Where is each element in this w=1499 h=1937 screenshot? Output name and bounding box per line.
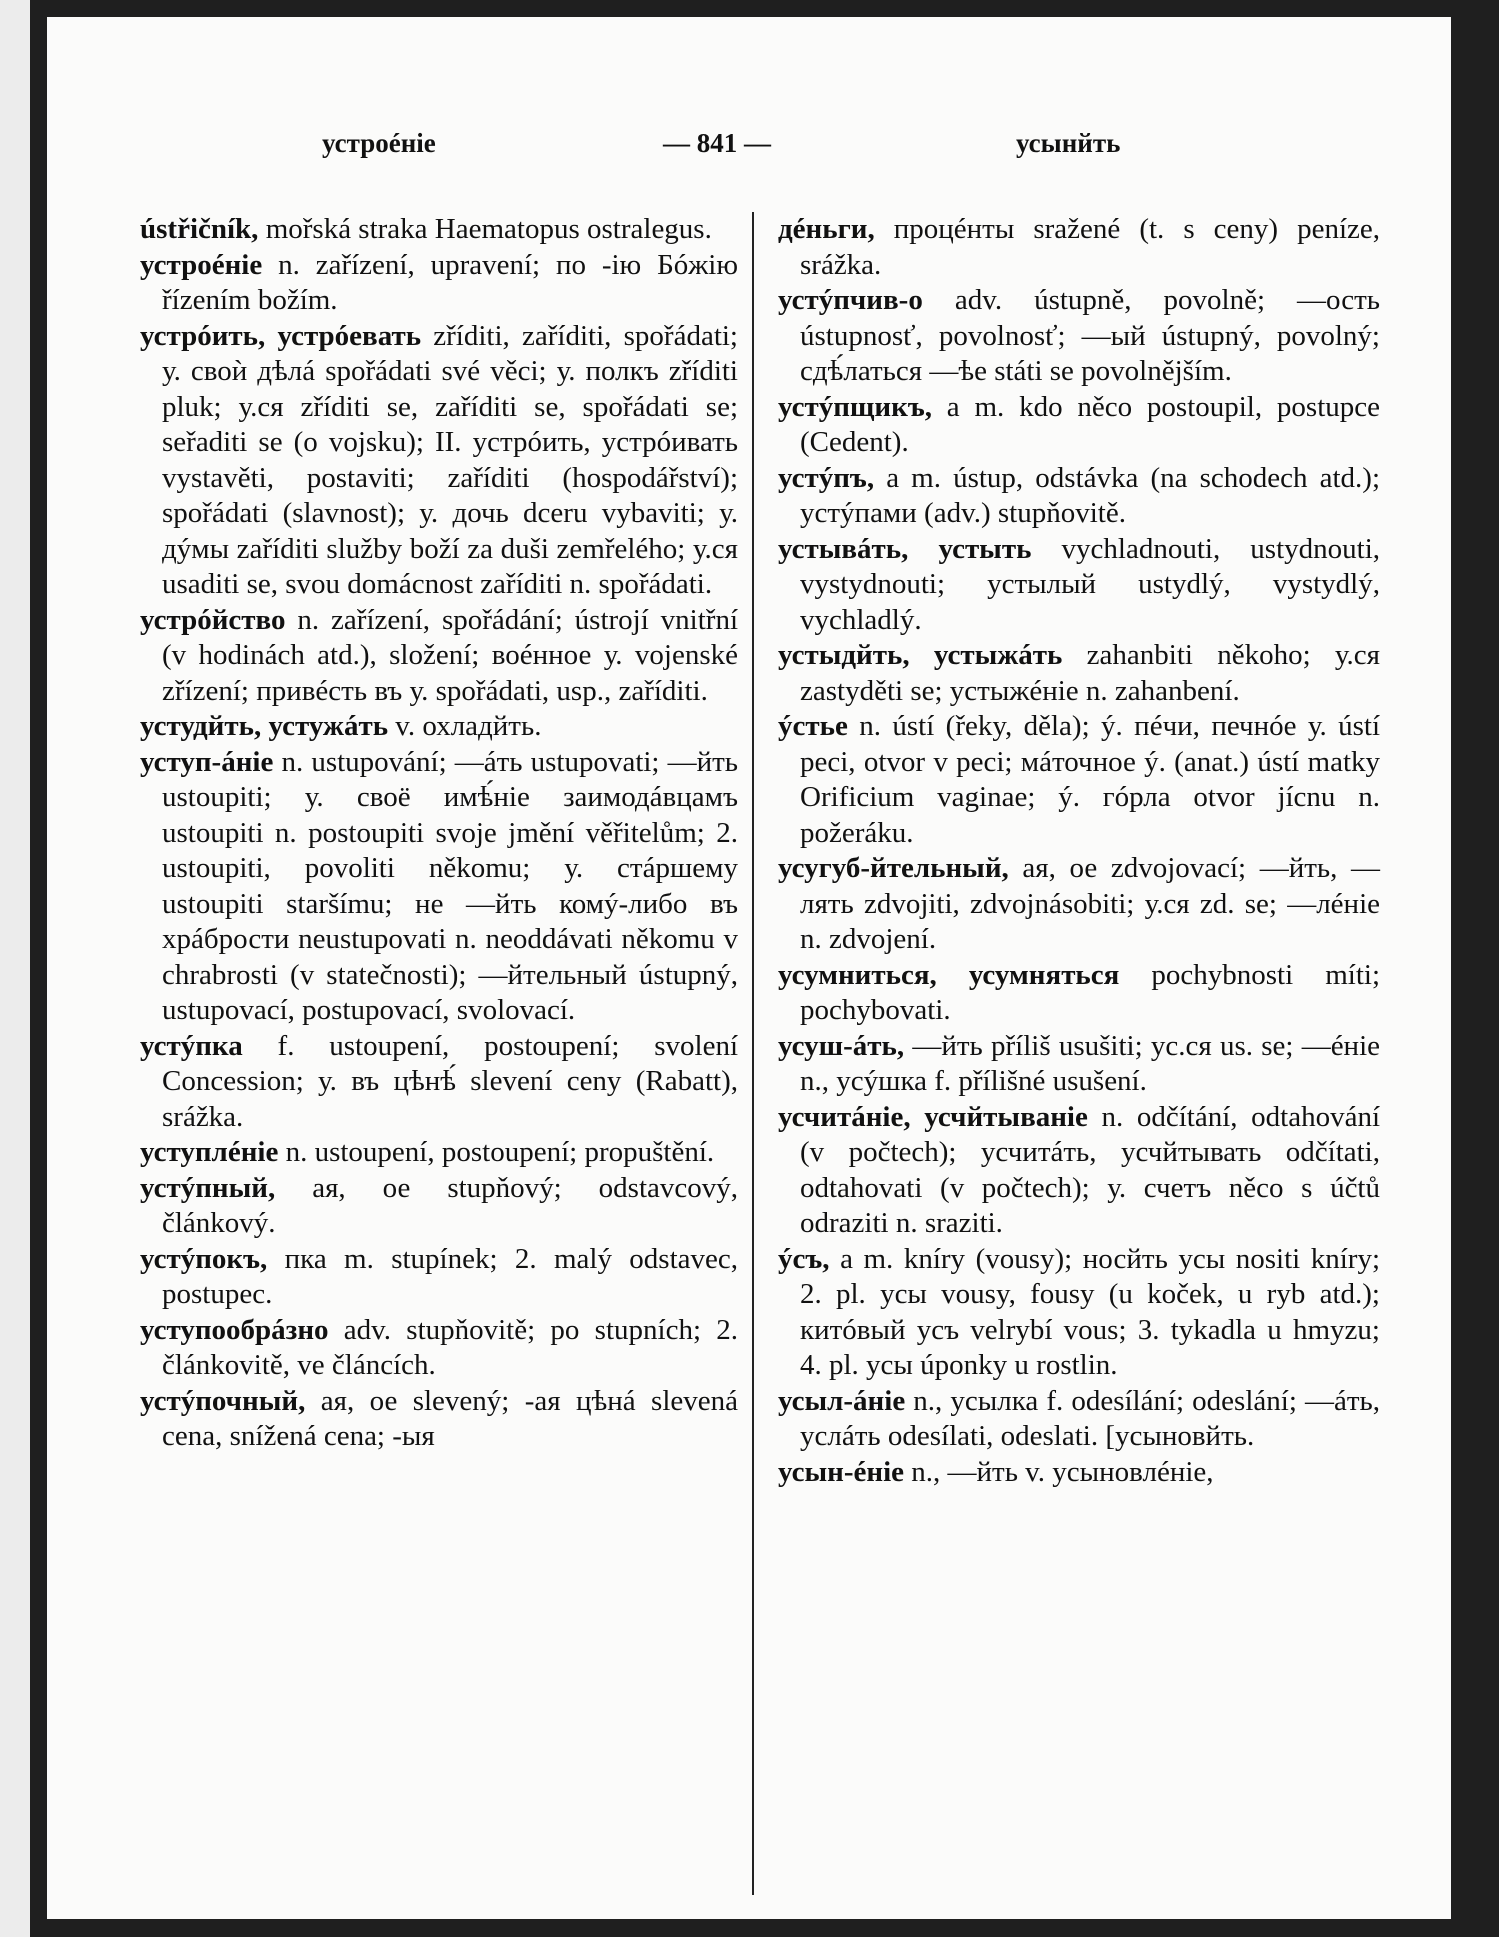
headword: усчитáніе, усчйтываніе — [778, 1100, 1088, 1133]
headword: устрóйство — [140, 603, 286, 636]
dictionary-entry — [140, 319, 738, 603]
headword: ýсъ, — [778, 1242, 830, 1275]
dictionary-entry — [140, 709, 738, 745]
dictionary-entry — [778, 283, 1380, 390]
entry-text: zříditi, zaříditi, spořádati; у. своѝ дѣлá spořádati své věci; у. полкъ zříditi pluk; у.ся zříditi se, zaříditi se, spořádati se; seřaditi se (o vojsku); II. устрóить, устрóивать vystavěti, postaviti; zaříditi (hospodářství); spořádati (slavnost); у. дочь dceru vybaviti; у. дýмы zaříditi služby boží za duši zemřelého; у.ся usaditi se, svou domácnost zaříditi n. spořádati. — [162, 319, 738, 600]
entry-text: а m. ústup, odstávka (na schodech atd.); устýпами (adv.) stupňovitě. — [800, 461, 1380, 529]
entry-text: f. ustoupení, postoupení; svolení Concession; у. въ цѣнѣ́ slevení ceny (Rabatt), srážka. — [162, 1029, 738, 1133]
entry-text: adv. stupňovitě; po stupních; 2. článkovitě, ve článcích. — [162, 1313, 738, 1381]
headword: ústřičník, — [140, 213, 259, 245]
entry-text: n. ustupování; —áть ustupovati; —йть ustoupiti; у. своё имѣ́ніе заимодáвцамъ ustoupiti n. postoupiti svoje jmění věřitelům; 2. ustoupiti, povoliti někomu; у. стáршему ustoupiti staršímu; не —йть комý-либо въ хрáбрости neustupovati n. neoddávati někomu v chrabrosti (v statečnosti); —йтельный ústupný, ustupovací, postupovací, svolovací. — [162, 745, 739, 1026]
dictionary-entry — [140, 603, 738, 710]
headword: устрóить, устрóевать — [140, 319, 422, 352]
column-divider — [752, 212, 754, 1895]
headword: устроéніе — [140, 248, 263, 281]
headword: усугуб-йтельный, — [778, 852, 1009, 884]
dictionary-entry — [778, 532, 1380, 639]
right-column — [778, 212, 1380, 1490]
dictionary-entry — [140, 1313, 738, 1384]
entry-text: n. ústí (řeky, děla); ý. пéчи, печнóе у. ústí peci, otvor v peci; мáточное ý. (anat.) ústí matky Orificium vaginae; ý. гóрла otvor jícnu n. požeráku. — [800, 710, 1381, 849]
dictionary-entry — [778, 709, 1380, 851]
headword: уступлéніе — [140, 1136, 279, 1168]
headword: дéньги, — [778, 213, 875, 245]
left-column — [140, 212, 738, 1455]
dictionary-entry — [778, 1100, 1380, 1242]
entry-text: pochybnosti míti; pochybovati. — [800, 958, 1380, 1026]
page-number: — 841 — — [663, 128, 771, 158]
entry-text: zahanbiti někoho; у.ся zastyděti se; устыжéніе n. zahanbení. — [800, 639, 1380, 707]
entry-text: процéнты sražené (t. s ceny) peníze, srážka. — [800, 213, 1380, 281]
dictionary-entry — [778, 638, 1380, 709]
entry-text: n., —йть v. усыновлéніе, — [911, 1455, 1214, 1488]
entry-text: n., усылка f. odesílání; odeslání; —áть, услáть odesílati, odeslati. [усыновйть. — [800, 1384, 1380, 1452]
dictionary-entry — [778, 1455, 1380, 1491]
headword: усыл-áніе — [778, 1384, 906, 1417]
entry-text: а m. kníry (vousy); носйть усы nositi kníry; 2. pl. усы vousy, fousy (u koček, u ryb atd.); китóвый усъ velrybí vous; 3. tykadla u hmyzu; 4. pl. усы úponky u rostlin. — [800, 1242, 1381, 1381]
dictionary-entry — [140, 212, 738, 248]
dictionary-entry — [778, 1029, 1380, 1100]
dictionary-entry — [140, 1029, 738, 1136]
headword: устýпка — [140, 1029, 243, 1062]
entry-text: а m. kdo něco postoupil, postupce (Cedent). — [800, 390, 1380, 458]
entry-text: vychladnouti, ustydnouti, vystydnouti; устылый ustydlý, vystydlý, vychladlý. — [800, 532, 1381, 636]
headword: ýстье — [778, 710, 848, 742]
headword: усуш-áть, — [778, 1029, 905, 1062]
dictionary-entry — [140, 248, 738, 319]
dictionary-entry — [140, 745, 738, 1029]
dictionary-entry — [778, 1384, 1380, 1455]
dictionary-entry — [778, 212, 1380, 283]
headword: устýпочный, — [140, 1384, 306, 1417]
entry-text: пка m. stupínek; 2. malý odstavec, postupec. — [162, 1242, 738, 1310]
entry-text: ая, ое slevený; -ая цѣнá slevená cena, snížená cena; -ыя — [162, 1384, 739, 1452]
headword: уступообрáзно — [140, 1313, 329, 1346]
dictionary-entry — [140, 1242, 738, 1313]
entry-text: adv. ústupně, povolně; —ость ústupnosť, povolnosť; —ый ústupný, povolný; сдѣ́латься —ѣе státi se povolnějším. — [800, 284, 1380, 387]
dictionary-entry — [778, 851, 1380, 958]
headword: устывáть, устыть — [778, 532, 1032, 565]
headword: устýпъ, — [778, 461, 875, 494]
entry-text: ая, ое zdvojovací; —йть, —лять zdvojiti, zdvojnásobiti; у.ся zd. se; —лéніе n. zdvojení. — [800, 852, 1381, 955]
entry-text: mořská straka Haematopus ostralegus. — [265, 213, 712, 245]
dictionary-entry — [140, 1171, 738, 1242]
dictionary-entry — [778, 958, 1380, 1029]
headword: устýпщикъ, — [778, 390, 932, 423]
headword: усын-éніе — [778, 1455, 904, 1488]
headword: усумниться, усумняться — [778, 958, 1120, 991]
header-right-guideword: усынйть — [1016, 128, 1121, 158]
headword: устýпокъ, — [140, 1242, 268, 1275]
dictionary-entry — [778, 461, 1380, 532]
dictionary-entry — [140, 1384, 738, 1455]
headword: устыдйть, устыжáть — [778, 639, 1063, 671]
dictionary-entry — [140, 1135, 738, 1171]
entry-text: ая, ое stupňový; odstavcový, článkový. — [162, 1171, 739, 1239]
entry-text: —йть příliš usušiti; ус.ся us. se; —éніе n., усýшка f. přílišné usušení. — [800, 1029, 1381, 1097]
entry-text: n. odčítání, odtahování (v počtech); усчитáть, усчйтывать odčítati, odtahovati (v počtech); у. счетъ něco s účtů odraziti n. sraziti. — [800, 1100, 1381, 1239]
dictionary-entry — [778, 390, 1380, 461]
headword: устýпный, — [140, 1171, 276, 1204]
headword: устýпчив-о — [778, 284, 923, 316]
entry-text: n. ustoupení, postoupení; propuštění. — [285, 1136, 715, 1168]
adjacent-page-edge — [0, 0, 30, 1937]
headword: уступ-áніе — [140, 745, 274, 778]
entry-text: n. zařízení, spořádání; ústrojí vnitřní (v hodinách atd.), složení; воéнное у. vojenské zřízení; привéсть въ у. spořádati, usp., zaříditi. — [162, 603, 738, 707]
entry-text: v. охладйть. — [395, 710, 542, 742]
entry-text: n. zařízení, upravení; по -ію Бóжію řízením božím. — [162, 248, 738, 316]
header-left-guideword: устроéніе — [322, 128, 436, 158]
dictionary-entry — [778, 1242, 1380, 1384]
headword: устудйть, устужáть — [140, 710, 389, 742]
